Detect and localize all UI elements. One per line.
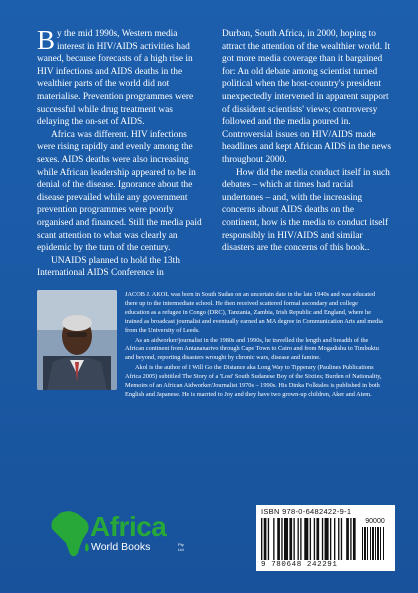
drop-cap: B	[37, 25, 56, 55]
addon-number: 90000	[365, 518, 385, 525]
logo-ltd: Pty Ltd	[178, 542, 184, 552]
author-photo	[37, 290, 117, 390]
blurb-right-column	[222, 28, 392, 255]
barcode-icon	[261, 518, 357, 560]
blurb-paragraph: Durban, South Africa, in 2000, hoping to attract the attention of the wealthier world. It got more media coverage than it bargained for: An old debate among scientist turned political when the host-country's president unexpectedly intervened in apparent support of dissident scientists' views; controversy followed and the media poured in. Controversial issues on HIV/AIDS made headlines and kept African AIDS in the news throughout 2000.	[222, 29, 391, 165]
blurb-paragraph: Africa was different. HIV infections were rising rapidly and evenly among the sexes. AIDS deaths were also increasing while African leadership appeared to be in denial of the disease. Ignorance about the disease prevailed while any government prevention programmes were poorly organised and financed. Still the media paid scant attention to what was clearly an epidemic by the turn of the century.	[37, 129, 202, 254]
africa-map-icon	[50, 509, 92, 559]
author-portrait-image	[37, 290, 117, 390]
barcode-addon	[360, 518, 390, 560]
bio-paragraph: As an aidworker/journalist in the 1980s and 1990s, he travelled the length and breadth of the African continent from Antananarivo through Cape Town to Cairo and from Mogadishu to Timbuktu and beyond, reporting disasters wrought by chronic wars, disease and famine.	[125, 336, 379, 362]
logo-wordmark: Africa	[90, 511, 167, 542]
barcode-box	[256, 505, 395, 571]
logo-subtitle: World Books	[91, 541, 151, 553]
blurb-paragraph: How did the media conduct itself in such debates – which at times had racial undertones – and, with the increasing concerns about AIDS deaths on the continent, how is the media to conduct itself responsibly in HIV/AIDS and similar disasters are the concerns of this book..	[222, 167, 390, 254]
author-bio	[125, 291, 383, 401]
barcode-digits: 9 780648 242291	[261, 561, 338, 569]
blurb-text: y the mid 1990s, Western media interest in HIV/AIDS activities had waned, because forecasts of a high rise in HIV infections and AIDS deaths in the wealthier parts of the world did not materialise. Prevention programmes were successful while drug treatment was delaying the on-set of AIDS.	[37, 29, 194, 128]
publisher-logo	[50, 509, 190, 563]
blurb-paragraph: UNAIDS planned to hold the 13th International AIDS Conference in	[37, 255, 180, 279]
blurb-left-column	[37, 25, 207, 280]
bio-paragraph: Akol is the author of I Will Go the Distance aka Long Way to Tipperary (Paulines Publications Africa 2005) subtitled The Story of a 'Lost' South Sudanese Boy of the Sixties; Burden of Nationality, Memoirs of an African Aidworker/Journalist 1970s – 1990s. His Dinka Folktales is published in both English and Japanese. He is married to Joy and they have two grown-up children, Aker and Atem.	[125, 364, 382, 398]
bio-paragraph: JACOB J. AKOL was born in South Sudan on an uncertain date in the late 1940s and was educated there up to the intermediate school. He then received scattered formal secondary and college education as a refugee in Congo (DRC), Tanzania, Zambia, Irish Republic and England, where he trained as broadcast journalist and eventually earned an MA degree in Communication Arts and media from the University of Leeds.	[125, 291, 383, 334]
isbn-label: ISBN 978-0-6482422-9-1	[261, 507, 352, 516]
blurb-paragraph	[37, 25, 207, 129]
